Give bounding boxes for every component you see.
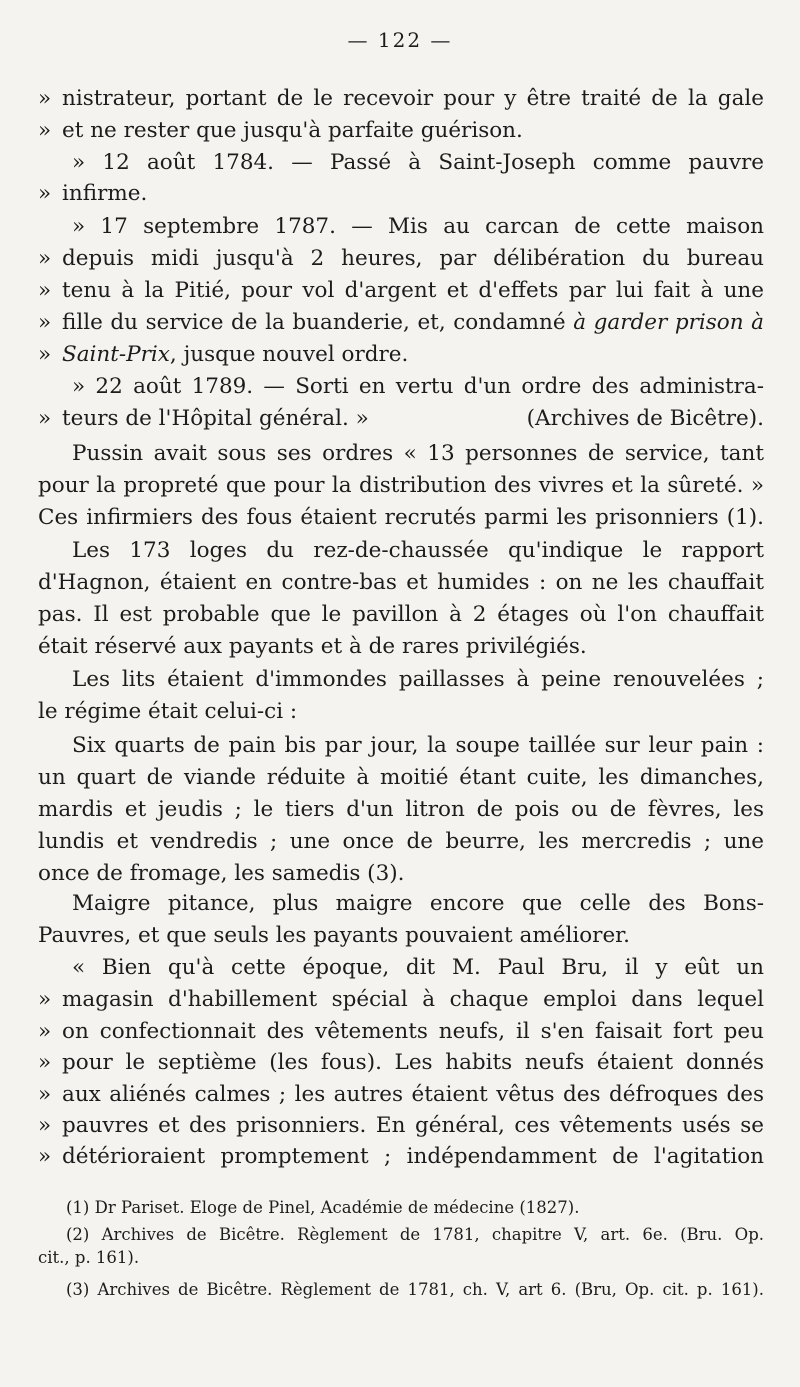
text-line: pas. Il est probable que le pavillon à 2 étages où l'on chauffait xyxy=(38,602,764,627)
text-line: un quart de viande réduite à moitié étant cuite, les dimanches, xyxy=(38,765,764,790)
text-line: pour la propreté que pour la distribution des vivres et la sûreté. » xyxy=(38,473,764,498)
text-line: d'Hagnon, étaient en contre-bas et humides : on ne les chauffait xyxy=(38,570,764,595)
text-line: » infirme. xyxy=(38,181,148,206)
text-line: » fille du service de la buanderie, et, condamné à garder prison à xyxy=(38,310,764,335)
text-line: » pour le septième (les fous). Les habits neufs étaient donnés xyxy=(38,1050,764,1075)
text-line: Pauvres, et que seuls les payants pouvaient améliorer. xyxy=(38,923,630,948)
text-line: » magasin d'habillement spécial à chaque emploi dans lequel xyxy=(38,987,764,1012)
text-line: Les 173 loges du rez-de-chaussée qu'indique le rapport xyxy=(72,538,764,563)
text-line: » aux aliénés calmes ; les autres étaient vêtus des défroques des xyxy=(38,1082,764,1107)
text-line: » et ne rester que jusqu'à parfaite guérison. xyxy=(38,118,523,143)
text-line: » pauvres et des prisonniers. En général, ces vêtements usés se xyxy=(38,1113,764,1138)
text-line: » 17 septembre 1787. — Mis au carcan de cette maison xyxy=(72,214,764,239)
text-line: Maigre pitance, plus maigre encore que celle des Bons- xyxy=(72,891,764,916)
footnote: (1) Dr Pariset. Eloge de Pinel, Académie de médecine (1827). xyxy=(66,1198,580,1217)
text-line: Pussin avait sous ses ordres « 13 personnes de service, tant xyxy=(72,441,764,466)
footnote: (2) Archives de Bicêtre. Règlement de 1781, chapitre V, art. 6e. (Bru. Op. xyxy=(66,1225,764,1244)
text-line: le régime était celui-ci : xyxy=(38,699,298,724)
text-line: était réservé aux payants et à de rares privilégiés. xyxy=(38,634,587,659)
text-line: » 22 août 1789. — Sorti en vertu d'un ordre des administra- xyxy=(72,374,764,399)
text-line: » on confectionnait des vêtements neufs, il s'en faisait fort peu xyxy=(38,1019,764,1044)
text-line: once de fromage, les samedis (3). xyxy=(38,861,405,886)
text-line: Ces infirmiers des fous étaient recrutés parmi les prisonniers (1). xyxy=(38,505,764,530)
text-line: » tenu à la Pitié, pour vol d'argent et d'effets par lui fait à une xyxy=(38,278,764,303)
archive-citation: (Archives de Bicêtre). xyxy=(526,406,764,431)
text-line: » 12 août 1784. — Passé à Saint-Joseph comme pauvre xyxy=(72,150,764,175)
page-number: — 122 — xyxy=(347,28,453,52)
text-line: Six quarts de pain bis par jour, la soupe taillée sur leur pain : xyxy=(72,733,764,758)
text-line: » Saint-Prix, jusque nouvel ordre. xyxy=(38,342,409,367)
text-line: » teurs de l'Hôpital général. » (Archives de Bicêtre). xyxy=(38,403,764,434)
text-line: » nistrateur, portant de le recevoir pour y être traité de la gale xyxy=(38,86,764,111)
text-line: mardis et jeudis ; le tiers d'un litron de pois ou de fèvres, les xyxy=(38,797,764,822)
text-line: Les lits étaient d'immondes paillasses à peine renouvelées ; xyxy=(72,667,764,692)
text-line: » détérioraient promptement ; indépendamment de l'agitation xyxy=(38,1144,764,1169)
text-line: « Bien qu'à cette époque, dit M. Paul Bru, il y eût un xyxy=(72,955,764,980)
footnote-continuation: cit., p. 161). xyxy=(38,1248,140,1267)
text-line: » depuis midi jusqu'à 2 heures, par délibération du bureau xyxy=(38,246,764,271)
footnote: (3) Archives de Bicêtre. Règlement de 1781, ch. V, art 6. (Bru, Op. cit. p. 161). xyxy=(66,1280,764,1299)
text-line: lundis et vendredis ; une once de beurre, les mercredis ; une xyxy=(38,829,764,854)
